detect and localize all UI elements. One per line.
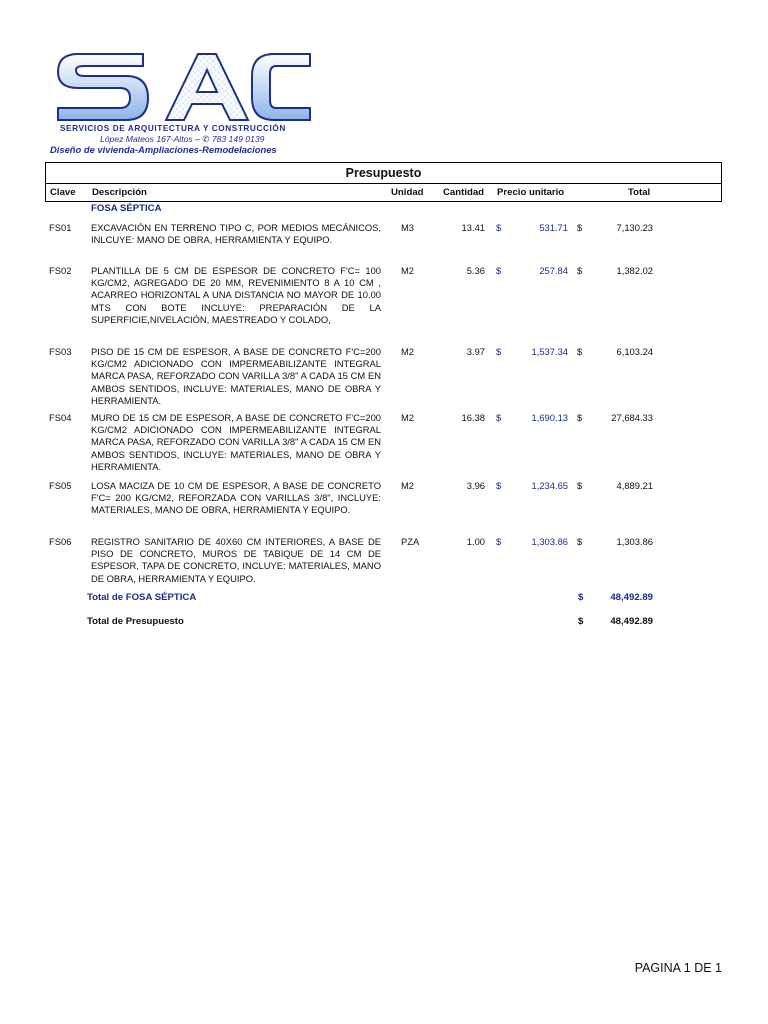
col-descripcion: Descripción — [92, 187, 147, 198]
company-logo — [48, 46, 318, 156]
group-total-label: Total de FOSA SÉPTICA — [87, 592, 197, 603]
row-currency: $ — [496, 222, 502, 233]
row-description: MURO DE 15 CM DE ESPESOR, A BASE DE CONCRETO F'C=200 KG/CM2 ADICIONADO CON IMPERMEABILIZANTE INTEGRAL MARCA PASA, REFORZADO CON VARILLA 3/8" A CADA 15 CM EN AMBOS SENTIDOS, INCLUYE: MATERIALES, MANO DE OBRA Y HERRAMIENTA. — [91, 412, 381, 472]
row-description: EXCAVACIÓN EN TERRENO TIPO C, POR MEDIOS MECÁNICOS, INLCUYE: MANO DE OBRA, HERRAMIENTA Y EQUIPO. — [91, 222, 381, 246]
row-clave: FS05 — [49, 480, 72, 491]
budget-table — [45, 162, 722, 202]
row-clave: FS04 — [49, 412, 72, 423]
table-header — [45, 183, 722, 202]
row-currency: $ — [577, 412, 583, 423]
row-clave: FS03 — [49, 346, 72, 357]
row-total: 6,103.24 — [616, 346, 653, 357]
row-currency: $ — [496, 412, 502, 423]
row-unit-price: 257.84 — [539, 265, 568, 276]
grand-total-label: Total de Presupuesto — [87, 616, 184, 627]
row-currency: $ — [496, 480, 502, 491]
row-unit-price: 1,303.86 — [531, 536, 568, 547]
logo-services: Diseño de vivienda-Ampliaciones-Remodelaciones — [50, 144, 277, 155]
row-unit: M2 — [401, 265, 415, 276]
row-total: 1,382.02 — [616, 265, 653, 276]
row-currency: $ — [577, 536, 583, 547]
row-currency: $ — [577, 480, 583, 491]
grand-total-currency: $ — [578, 616, 584, 627]
row-unit: PZA — [401, 536, 420, 547]
grand-total-value: 48,492.89 — [610, 616, 653, 627]
logo-tagline: SERVICIOS DE ARQUITECTURA Y CONSTRUCCIÓN — [60, 124, 286, 133]
page-number: PAGINA 1 DE 1 — [634, 961, 722, 975]
row-description: PLANTILLA DE 5 CM DE ESPESOR DE CONCRETO F'C= 100 KG/CM2, AGREGADO DE 20 MM, REVENIMIENTO 8 A 10 CM , ACARREO HORIZONTAL A UNA DISTANCIA NO MAYOR DE 10.00 MTS CON BOTE INCLUYE: PREPARACIÓN DE LA SUPERFICIE,NIVELACIÓN, MAESTREADO Y COLADO, — [91, 265, 381, 325]
col-unidad: Unidad — [391, 187, 424, 198]
row-description: LOSA MACIZA DE 10 CM DE ESPESOR, A BASE DE CONCRETO F'C= 200 KG/CM2, REFORZADA CON VARILLAS 3/8", INCLUYE: MATERIALES, MANO DE OBRA, HERRAMIENTA Y EQUIPO. — [91, 480, 381, 516]
row-quantity: 3.96 — [466, 480, 485, 491]
row-unit: M2 — [401, 412, 415, 423]
table-title: Presupuesto — [45, 162, 722, 183]
sac-logo-graphic — [48, 46, 318, 126]
row-quantity: 5.36 — [466, 265, 485, 276]
row-unit-price: 531.71 — [539, 222, 568, 233]
logo-address-phone: López Mateos 167-Altos – ✆ 783 149 0139 — [100, 134, 265, 144]
row-clave: FS01 — [49, 222, 72, 233]
row-currency: $ — [577, 222, 583, 233]
row-total: 27,684.33 — [611, 412, 653, 423]
row-clave: FS06 — [49, 536, 72, 547]
row-quantity: 16.38 — [461, 412, 485, 423]
row-unit: M3 — [401, 222, 415, 233]
row-quantity: 13.41 — [461, 222, 485, 233]
row-description: REGISTRO SANITARIO DE 40X60 CM INTERIORES, A BASE DE PISO DE CONCRETO, MUROS DE TABIQUE DE 14 CM DE ESPESOR, TAPA DE CONCRETO, INCLUYE: MATERIALES, MANO DE OBRA, HERRAMIENTA Y EQUIPO. — [91, 536, 381, 584]
row-total: 4,889.21 — [616, 480, 653, 491]
row-quantity: 1.00 — [466, 536, 485, 547]
row-unit-price: 1,537.34 — [531, 346, 568, 357]
row-currency: $ — [577, 346, 583, 357]
col-cantidad: Cantidad — [443, 187, 485, 198]
group-total-value: 48,492.89 — [610, 592, 653, 603]
row-total: 7,130.23 — [616, 222, 653, 233]
row-currency: $ — [577, 265, 583, 276]
row-quantity: 3.97 — [466, 346, 485, 357]
group-total-currency: $ — [578, 592, 584, 603]
row-currency: $ — [496, 536, 502, 547]
row-currency: $ — [496, 265, 502, 276]
group-title: FOSA SÉPTICA — [91, 203, 162, 214]
col-clave: Clave — [50, 187, 76, 198]
row-description: PISO DE 15 CM DE ESPESOR, A BASE DE CONCRETO F'C=200 KG/CM2 ADICIONADO CON IMPERMEABILIZANTE INTEGRAL MARCA PASA, REFORZADO CON VARILLA 3/8" A CADA 15 CM EN AMBOS SENTIDOS, INCLUYE: MATERIALES, MANO DE OBRA Y HERRAMIENTA. — [91, 346, 381, 406]
row-currency: $ — [496, 346, 502, 357]
row-clave: FS02 — [49, 265, 72, 276]
row-unit-price: 1,234.65 — [531, 480, 568, 491]
row-unit-price: 1,690.13 — [531, 412, 568, 423]
row-unit: M2 — [401, 480, 415, 491]
col-total: Total — [628, 187, 651, 198]
col-precio-unitario: Precio unitario — [497, 187, 565, 198]
row-unit: M2 — [401, 346, 415, 357]
row-total: 1,303.86 — [616, 536, 653, 547]
